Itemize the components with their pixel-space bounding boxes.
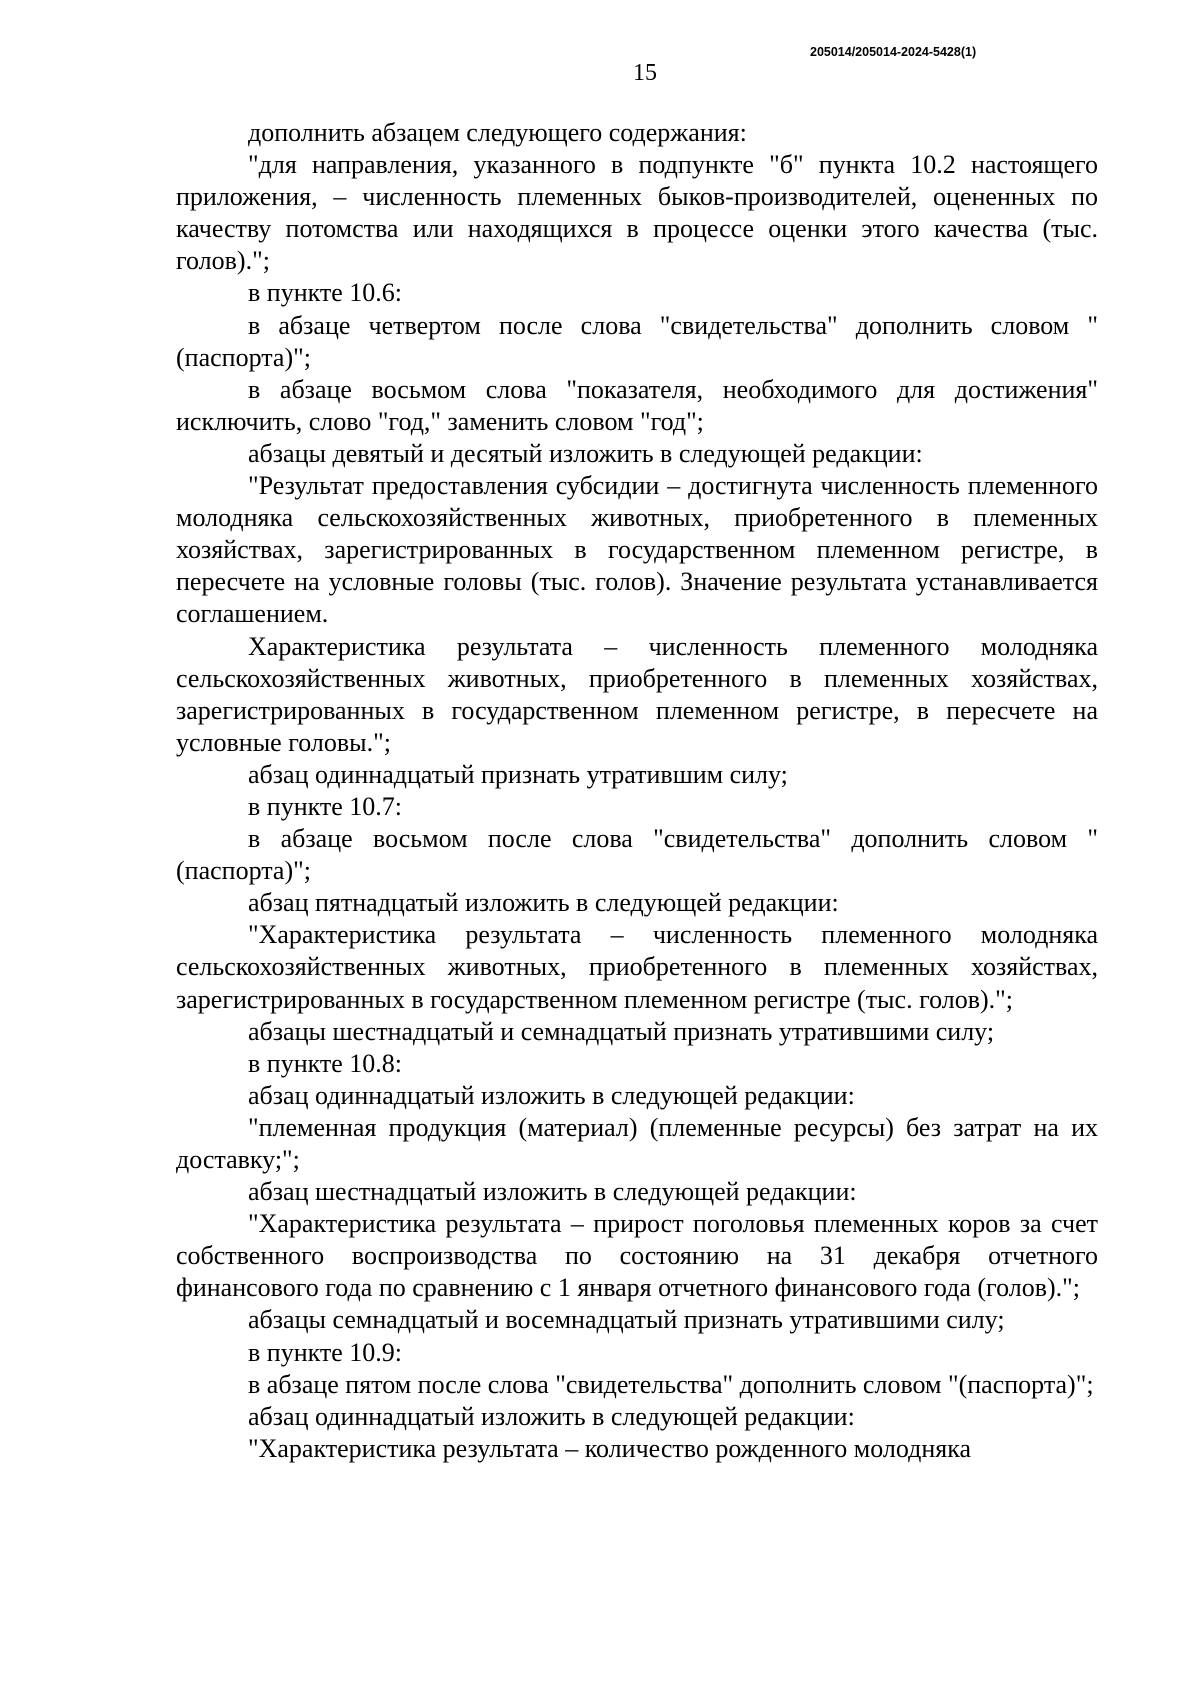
paragraph: "Результат предоставления субсидии – достигнута численность племенного молодняка сельскохозяйственных животных, приобретенного в племенных хозяйствах, зарегистрированных в государственном племенном регистре, в пересчете на условные головы (тыс. голов). Значение результата устанавливается соглашением. <box>176 471 1098 629</box>
paragraph: в пункте 10.7: <box>248 791 403 821</box>
paragraph: абзацы шестнадцатый и семнадцатый признать утратившими силу; <box>248 1016 995 1046</box>
paragraph: абзац шестнадцатый изложить в следующей редакции: <box>248 1177 857 1207</box>
document-id: 205014/205014-2024-5428(1) <box>810 45 977 59</box>
paragraph: Характеристика результата – численность племенного молодняка сельскохозяйственных животных, приобретенного в племенных хозяйствах, зарегистрированных в государственном племенном регистре, в пересчете на условные головы."; <box>176 631 1098 757</box>
paragraph: абзац одиннадцатый изложить в следующей редакции: <box>248 1080 855 1110</box>
paragraph: дополнить абзацем следующего содержания: <box>248 118 747 147</box>
paragraph: в пункте 10.6: <box>248 278 403 308</box>
paragraph: абзац одиннадцатый изложить в следующей редакции: <box>248 1401 855 1431</box>
paragraph: "Характеристика результата – численность племенного молодняка сельскохозяйственных животных, приобретенного в племенных хозяйствах, зарегистрированных в государственном племенном регистре (тыс. голов)."; <box>176 920 1098 1014</box>
paragraph: абзац одиннадцатый признать утратившим силу; <box>248 759 788 789</box>
paragraph: в пункте 10.8: <box>248 1048 403 1078</box>
paragraph: абзацы девятый и десятый изложить в следующей редакции: <box>248 438 923 468</box>
paragraph: "Характеристика результата – количество рожденного молодняка <box>248 1433 971 1463</box>
document-body <box>176 117 1098 1465</box>
paragraph: "племенная продукция (материал) (племенные ресурсы) без затрат на их доставку;"; <box>176 1112 1098 1174</box>
paragraph: в абзаце восьмом слова "показателя, необходимого для достижения" исключить, слово "год," заменить словом "год"; <box>176 374 1098 436</box>
paragraph: в абзаце пятом после слова "свидетельства" дополнить словом "(паспорта)"; <box>248 1369 1094 1399</box>
paragraph: "для направления, указанного в подпункте "б" пункта 10.2 настоящего приложения, – численность племенных быков-производителей, оцененных по качеству потомства или находящихся в процессе оценки этого качества (тыс. голов)."; <box>176 150 1098 276</box>
paragraph: в абзаце четвертом после слова "свидетельства" дополнить словом "(паспорта)"; <box>176 310 1098 372</box>
paragraph: в абзаце восьмом после слова "свидетельства" дополнить словом "(паспорта)"; <box>176 824 1098 886</box>
page-number: 15 <box>633 60 657 86</box>
paragraph: абзацы семнадцатый и восемнадцатый признать утратившими силу; <box>248 1305 1005 1335</box>
paragraph: абзац пятнадцатый изложить в следующей редакции: <box>248 888 839 918</box>
paragraph: "Характеристика результата – прирост поголовья племенных коров за счет собственного воспроизводства по состоянию на 31 декабря отчетного финансового года по сравнению с 1 января отчетного финансового года (голов)."; <box>176 1209 1098 1303</box>
paragraph: в пункте 10.9: <box>248 1337 403 1367</box>
